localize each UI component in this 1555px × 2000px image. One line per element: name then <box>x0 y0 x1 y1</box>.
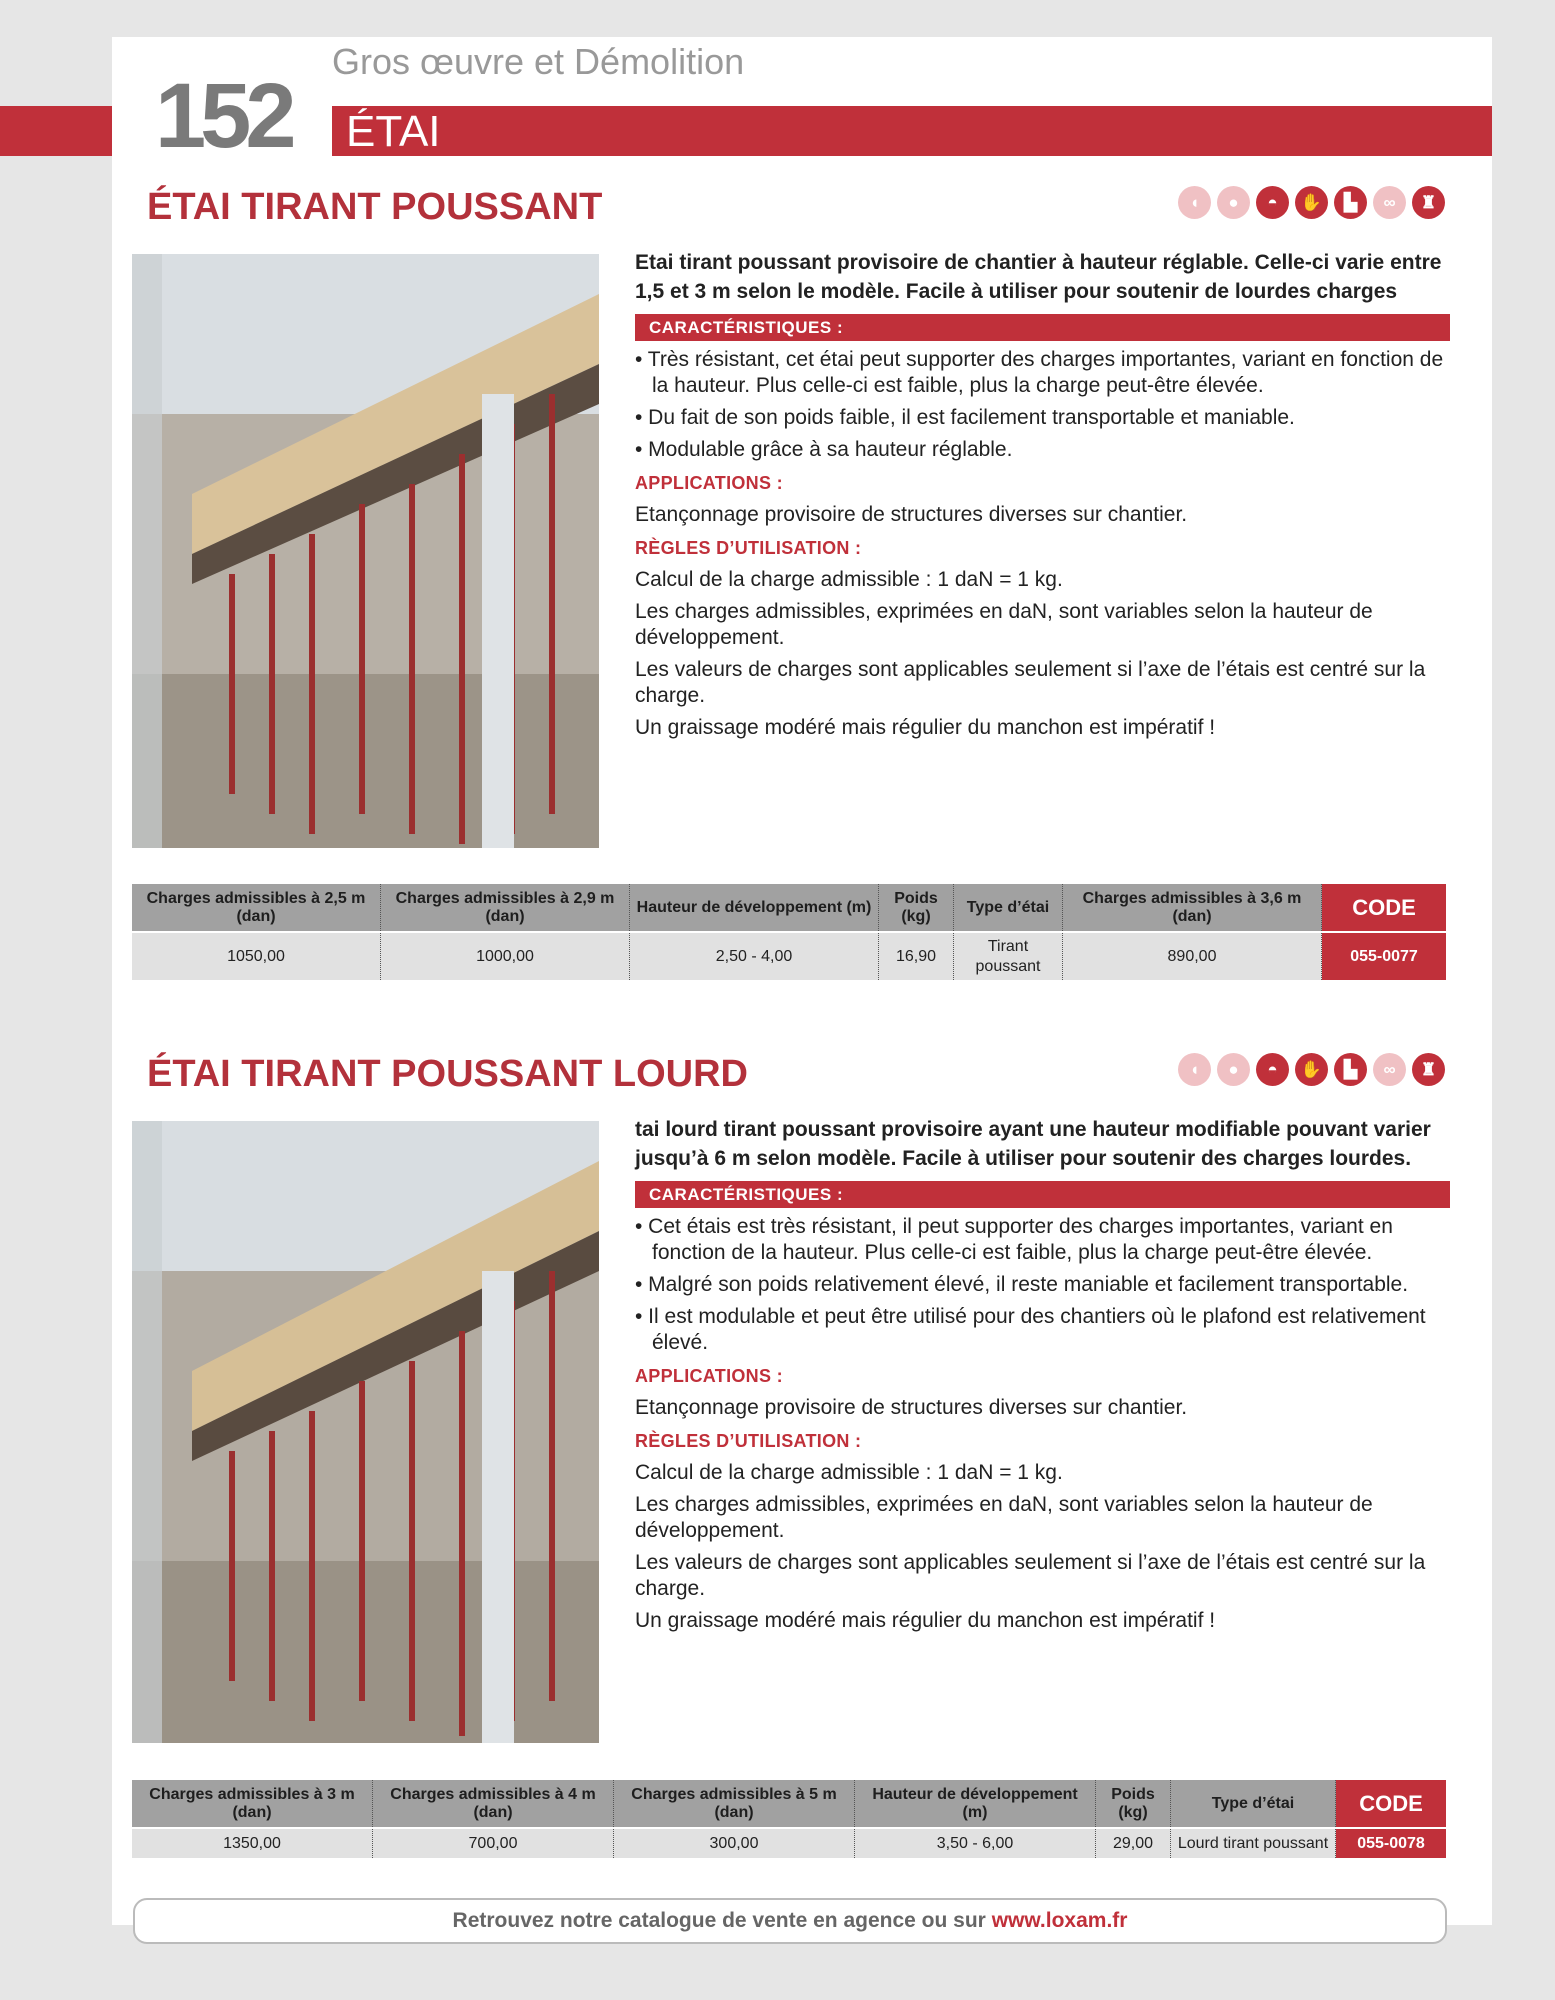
column-header: Poids (kg) <box>879 884 954 932</box>
table-cell: 1000,00 <box>381 932 630 980</box>
characteristics-header: CARACTÉRISTIQUES : <box>635 314 1450 341</box>
table-cell: 2,50 - 4,00 <box>630 932 879 980</box>
table-row <box>132 932 1446 980</box>
table-cell: 700,00 <box>373 1828 614 1858</box>
table-cell: 1050,00 <box>132 932 381 980</box>
column-header: Hauteur de développement (m) <box>855 1780 1096 1828</box>
boots-icon: ▙ <box>1334 1053 1367 1086</box>
characteristic-item: • Du fait de son poids faible, il est facilement transportable et maniable. <box>635 406 1295 429</box>
left-accent-band <box>0 106 112 156</box>
mask-icon: ● <box>1217 1053 1250 1086</box>
section-title: Gros œuvre et Démolition <box>332 41 745 82</box>
table-row <box>132 1828 1446 1858</box>
ear-protection-icon: ◖ <box>1178 1053 1211 1086</box>
product-title: ÉTAI TIRANT POUSSANT <box>147 186 603 228</box>
table-cell: 3,50 - 6,00 <box>855 1828 1096 1858</box>
characteristic-item: • Il est modulable et peut être utilisé pour des chantiers où le plafond est relativement élevé. <box>635 1305 1426 1354</box>
product-description <box>635 248 1450 747</box>
table-cell: 300,00 <box>614 1828 855 1858</box>
column-header: Hauteur de développement (m) <box>630 884 879 932</box>
column-header: Charges admissibles à 2,9 m (dan) <box>381 884 630 932</box>
product-description <box>635 1115 1450 1640</box>
rule-item: Les charges admissibles, exprimées en daN, sont variables selon la hauteur de développement. <box>635 1493 1373 1542</box>
product-photo <box>132 1121 599 1743</box>
rules-header: RÈGLES D’UTILISATION : <box>635 538 862 558</box>
gloves-icon: ✋ <box>1295 186 1328 219</box>
footer-banner <box>133 1898 1447 1944</box>
table-cell: 1350,00 <box>132 1828 373 1858</box>
column-header: Poids (kg) <box>1096 1780 1171 1828</box>
table-cell: 16,90 <box>879 932 954 980</box>
product-title: ÉTAI TIRANT POUSSANT LOURD <box>147 1053 748 1095</box>
gloves-icon: ✋ <box>1295 1053 1328 1086</box>
helmet-icon: ◓ <box>1256 186 1289 219</box>
rule-item: Les valeurs de charges sont applicables seulement si l’axe de l’étais est centré sur la charge. <box>635 1551 1426 1600</box>
rule-item: Calcul de la charge admissible : 1 daN = 1 kg. <box>635 1461 1063 1484</box>
safety-icons <box>1178 186 1445 219</box>
table-cell: 29,00 <box>1096 1828 1171 1858</box>
specs-table <box>132 884 1446 980</box>
characteristic-item: • Cet étais est très résistant, il peut supporter des charges importantes, variant en fonction de la hauteur. Plus celle-ci est faible, plus la charge peut-être élevée. <box>635 1215 1393 1264</box>
column-header: Charges admissibles à 3 m (dan) <box>132 1780 373 1828</box>
website-link[interactable]: www.loxam.fr <box>991 1909 1128 1932</box>
overalls-icon: ♜ <box>1412 1053 1445 1086</box>
table-cell: Tirant poussant <box>954 932 1063 980</box>
goggles-icon: ∞ <box>1373 186 1406 219</box>
characteristic-item: • Très résistant, cet étai peut supporter des charges importantes, variant en fonction de la hauteur. Plus celle-ci est faible, plus la charge peut-être élevée. <box>635 348 1444 397</box>
code-header: CODE <box>1322 884 1447 932</box>
characteristic-item: • Modulable grâce à sa hauteur réglable. <box>635 438 1013 461</box>
footer-text: Retrouvez notre catalogue de vente en agence ou sur <box>452 1909 986 1932</box>
rule-item: Les valeurs de charges sont applicables seulement si l’axe de l’étais est centré sur la charge. <box>635 658 1426 707</box>
helmet-icon: ◓ <box>1256 1053 1289 1086</box>
applications-text: Etançonnage provisoire de structures diverses sur chantier. <box>635 1396 1188 1419</box>
goggles-icon: ∞ <box>1373 1053 1406 1086</box>
column-header: Charges admissibles à 2,5 m (dan) <box>132 884 381 932</box>
applications-header: APPLICATIONS : <box>635 473 783 493</box>
product-photo <box>132 254 599 848</box>
product-code: 055-0078 <box>1336 1828 1447 1858</box>
rule-item: Calcul de la charge admissible : 1 daN = 1 kg. <box>635 568 1063 591</box>
column-header: Charges admissibles à 5 m (dan) <box>614 1780 855 1828</box>
table-cell: Lourd tirant poussant <box>1171 1828 1336 1858</box>
table-header-row <box>132 884 1446 932</box>
specs-table <box>132 1780 1446 1858</box>
table-cell: 890,00 <box>1063 932 1322 980</box>
characteristic-item: • Malgré son poids relativement élevé, il reste maniable et facilement transportable. <box>635 1273 1409 1296</box>
overalls-icon: ♜ <box>1412 186 1445 219</box>
code-header: CODE <box>1336 1780 1447 1828</box>
page-number: 152 <box>155 65 291 167</box>
mask-icon: ● <box>1217 186 1250 219</box>
rule-item: Les charges admissibles, exprimées en daN, sont variables selon la hauteur de développement. <box>635 600 1373 649</box>
column-header: Charges admissibles à 3,6 m (dan) <box>1063 884 1322 932</box>
boots-icon: ▙ <box>1334 186 1367 219</box>
ear-protection-icon: ◖ <box>1178 186 1211 219</box>
product-intro: Etai tirant poussant provisoire de chantier à hauteur réglable. Celle-ci varie entre 1,5 et 3 m selon le modèle. Facile à utiliser pour soutenir de lourdes charges <box>635 251 1442 303</box>
column-header: Type d’étai <box>1171 1780 1336 1828</box>
characteristics-header: CARACTÉRISTIQUES : <box>635 1181 1450 1208</box>
rule-item: Un graissage modéré mais régulier du manchon est impératif ! <box>635 1609 1216 1632</box>
applications-text: Etançonnage provisoire de structures diverses sur chantier. <box>635 503 1188 526</box>
rules-header: RÈGLES D’UTILISATION : <box>635 1431 862 1451</box>
column-header: Type d’étai <box>954 884 1063 932</box>
product-intro: tai lourd tirant poussant provisoire ayant une hauteur modifiable pouvant varier jusqu’à 6 m selon modèle. Facile à utiliser pour soutenir des charges lourdes. <box>635 1118 1431 1170</box>
rule-item: Un graissage modéré mais régulier du manchon est impératif ! <box>635 716 1216 739</box>
product-code: 055-0077 <box>1322 932 1447 980</box>
table-header-row <box>132 1780 1446 1828</box>
applications-header: APPLICATIONS : <box>635 1366 783 1386</box>
category-title: ÉTAI <box>346 107 441 156</box>
safety-icons <box>1178 1053 1445 1086</box>
column-header: Charges admissibles à 4 m (dan) <box>373 1780 614 1828</box>
category-banner <box>332 106 1492 156</box>
